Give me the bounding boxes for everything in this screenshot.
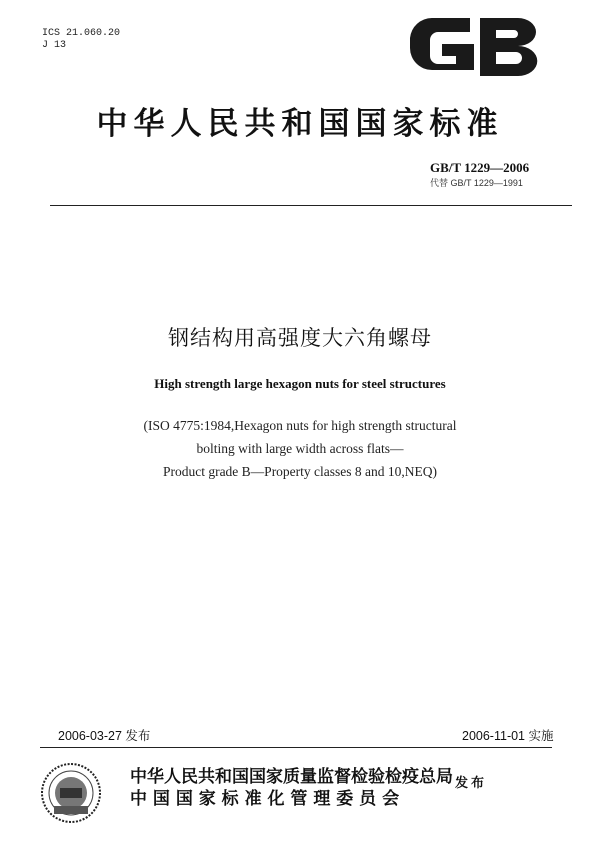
country-standard-title: 中华人民共和国国家标准 — [96, 106, 504, 142]
replaces-standard: 代替 GB/T 1229—1991 — [430, 178, 523, 188]
publish-label: 发布 — [455, 776, 488, 791]
header-rule — [50, 205, 572, 206]
gb-seal-icon — [40, 762, 102, 824]
title-chinese: 钢结构用高强度大六角螺母 — [168, 326, 432, 350]
iso-reference-line-2: bolting with large width across flats— — [196, 441, 404, 456]
title-english: High strength large hexagon nuts for steel structures — [154, 376, 446, 391]
footer-rule — [40, 747, 552, 748]
ics-codes — [42, 28, 120, 52]
gb-logo — [400, 12, 548, 84]
implementation-date: 2006-11-01 实施 — [462, 729, 554, 743]
standard-number: GB/T 1229—2006 — [430, 160, 530, 175]
issue-date: 2006-03-27 发布 — [58, 729, 151, 743]
iso-reference-line-1: (ISO 4775:1984,Hexagon nuts for high strength structural — [143, 418, 457, 433]
issuer-sac: 中 国 国 家 标 准 化 管 理 委 员 会 — [130, 789, 400, 809]
issuer-aqsiq: 中华人民共和国国家质量监督检验检疫总局 — [130, 767, 453, 787]
iso-reference-line-3: Product grade B—Property classes 8 and 10,NEQ) — [162, 464, 438, 479]
ccs-code: J 13 — [42, 40, 67, 51]
ics-code: ICS 21.060.20 — [42, 28, 121, 39]
